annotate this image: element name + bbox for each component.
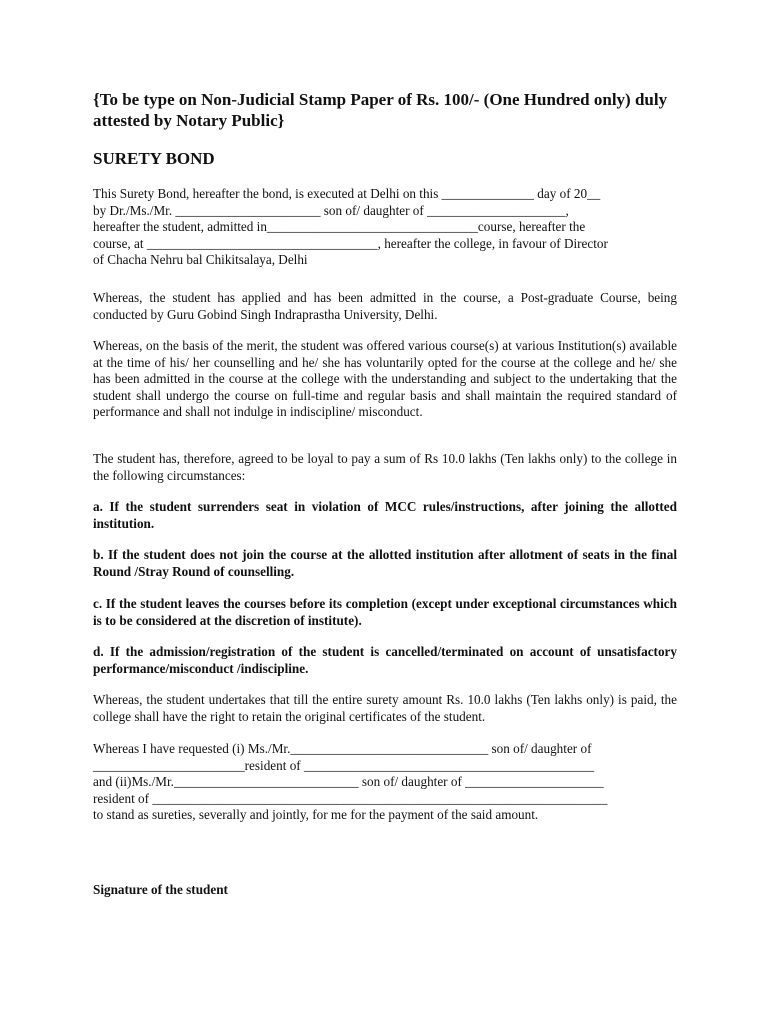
sureties-line: Whereas I have requested (i) Ms./Mr.______________________________ son of/ daughter of — [93, 741, 592, 756]
sureties-line: to stand as sureties, severally and jointly, for me for the payment of the said amount. — [93, 807, 539, 823]
intro-line: by Dr./Ms./Mr. ______________________ son of/ daughter of _____________________, — [93, 202, 569, 218]
intro-line: of Chacha Nehru bal Chikitsalaya, Delhi — [93, 252, 308, 268]
intro-line: hereafter the student, admitted in________________________________course, hereafter the — [93, 219, 586, 235]
intro-line: course, at ___________________________________, hereafter the college, in favour of Director — [93, 235, 608, 251]
intro-line: This Surety Bond, hereafter the bond, is executed at Delhi on this ______________ day of 20__ — [93, 186, 601, 201]
stamp-paper-instruction: {To be type on Non-Judicial Stamp Paper of Rs. 100/- (One Hundred only) duly attested by Notary Public} — [93, 90, 668, 130]
condition-a: a. If the student surrenders seat in violation of MCC rules/instructions, after joining the allotted institution. — [93, 499, 677, 531]
student-signature-label: Signature of the student — [93, 882, 228, 897]
payment-paragraph: The student has, therefore, agreed to be loyal to pay a sum of Rs 10.0 lakhs (Ten lakhs only) to the college in the following circumstances: — [93, 451, 677, 483]
sureties-line: and (ii)Ms./Mr.____________________________ son of/ daughter of _____________________ — [93, 774, 604, 790]
certificates-paragraph: Whereas, the student undertakes that till the entire surety amount Rs. 10.0 lakhs (Ten lakhs only) is paid, the college shall have the right to retain the original certificates of the student. — [93, 692, 677, 724]
sureties-line: resident of _____________________________________________________________________ — [93, 790, 608, 806]
intro-paragraph — [93, 186, 677, 269]
sureties-paragraph — [93, 741, 677, 824]
condition-c: c. If the student leaves the courses before its completion (except under exceptional circumstances which is to be considered at the discretion of institute). — [93, 596, 677, 628]
admission-paragraph: Whereas, the student has applied and has been admitted in the course, a Post-graduate Course, being conducted by Guru Gobind Singh Indraprastha University, Delhi. — [93, 290, 677, 322]
merit-paragraph: Whereas, on the basis of the merit, the student was offered various course(s) at various Institution(s) available at the time of his/ her counselling and he/ she has voluntarily opted for the course at the college and he/ she has been admitted in the course at the college with the understanding and subject to the undertaking that the student shall undergo the course on full-time and regular basis and shall maintain the required standard of performance and shall not indulge in indiscipline/ misconduct. — [93, 338, 677, 420]
document-title: SURETY BOND — [93, 149, 215, 168]
sureties-line: _______________________resident of ____________________________________________ — [93, 757, 595, 773]
condition-d: d. If the admission/registration of the student is cancelled/terminated on account of unsatisfactory performance/misconduct /indiscipline. — [93, 644, 677, 676]
condition-b: b. If the student does not join the course at the allotted institution after allotment of seats in the final Round /Stray Round of counselling. — [93, 547, 677, 579]
